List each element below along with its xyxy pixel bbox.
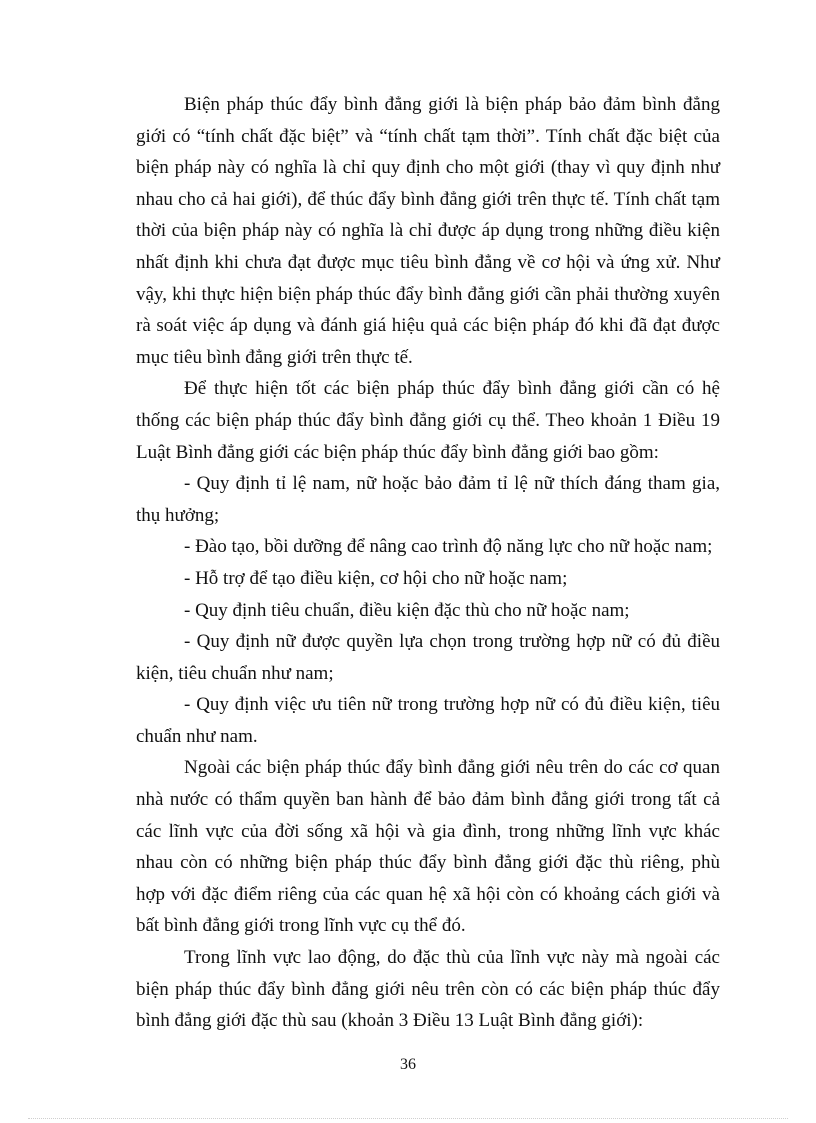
paragraph-specific-measures: Ngoài các biện pháp thúc đẩy bình đẳng giới nêu trên do các cơ quan nhà nước có thẩm quyền ban hành để bảo đảm bình đẳng giới trong tất cả các lĩnh vực của đời sống xã hội và gia đình, trong những lĩnh vực khác nhau còn có những biện pháp thúc đẩy bình đẳng giới đặc thù riêng, phù hợp với đặc điểm riêng của các quan hệ xã hội còn có khoảng cách giới và bất bình đẳng giới trong lĩnh vực cụ thể đó. bbox=[136, 757, 720, 937]
list-item-ratio: - Quy định tỉ lệ nam, nữ hoặc bảo đảm tỉ lệ nữ thích đáng tham gia, thụ hưởng; bbox=[136, 473, 720, 526]
document-body bbox=[136, 89, 720, 1037]
list-item-training: - Đào tạo, bồi dưỡng để nâng cao trình độ năng lực cho nữ hoặc nam; bbox=[184, 536, 713, 558]
list-item-choice: - Quy định nữ được quyền lựa chọn trong trường hợp nữ có đủ điều kiện, tiêu chuẩn như nam; bbox=[136, 631, 720, 684]
page-bottom-divider bbox=[28, 1118, 788, 1119]
page-number: 36 bbox=[400, 1056, 416, 1073]
paragraph-labour-field: Trong lĩnh vực lao động, do đặc thù của lĩnh vực này mà ngoài các biện pháp thúc đẩy bình đẳng giới nêu trên còn có các biện pháp thúc đẩy bình đẳng giới đặc thù sau (khoản 3 Điều 13 Luật Bình đẳng giới): bbox=[136, 947, 720, 1032]
list-item-priority: - Quy định việc ưu tiên nữ trong trường hợp nữ có đủ điều kiện, tiêu chuẩn như nam. bbox=[136, 694, 720, 747]
paragraph-gender-equality-measures: Biện pháp thúc đẩy bình đẳng giới là biện pháp bảo đảm bình đẳng giới có “tính chất đặc biệt” và “tính chất tạm thời”. Tính chất đặc biệt của biện pháp này có nghĩa là chỉ quy định cho một giới (thay vì quy định như nhau cho cả hai giới), để thúc đẩy bình đẳng giới trên thực tế. Tính chất tạm thời của biện pháp này có nghĩa là chỉ được áp dụng trong những điều kiện nhất định khi chưa đạt được mục tiêu bình đẳng về cơ hội và ứng xử. Như vậy, khi thực hiện biện pháp thúc đẩy bình đẳng giới cần phải thường xuyên rà soát việc áp dụng và đánh giá hiệu quả các biện pháp đó khi đã đạt được mục tiêu bình đẳng giới trên thực tế. bbox=[136, 94, 720, 368]
list-item-support: - Hỗ trợ để tạo điều kiện, cơ hội cho nữ hoặc nam; bbox=[184, 567, 568, 589]
list-item-standards: - Quy định tiêu chuẩn, điều kiện đặc thù cho nữ hoặc nam; bbox=[184, 599, 630, 621]
paragraph-system-of-measures: Để thực hiện tốt các biện pháp thúc đẩy bình đẳng giới cần có hệ thống các biện pháp thúc đẩy bình đẳng giới cụ thể. Theo khoản 1 Điều 19 Luật Bình đẳng giới các biện pháp thúc đẩy bình đẳng giới bao gồm: bbox=[136, 378, 720, 463]
